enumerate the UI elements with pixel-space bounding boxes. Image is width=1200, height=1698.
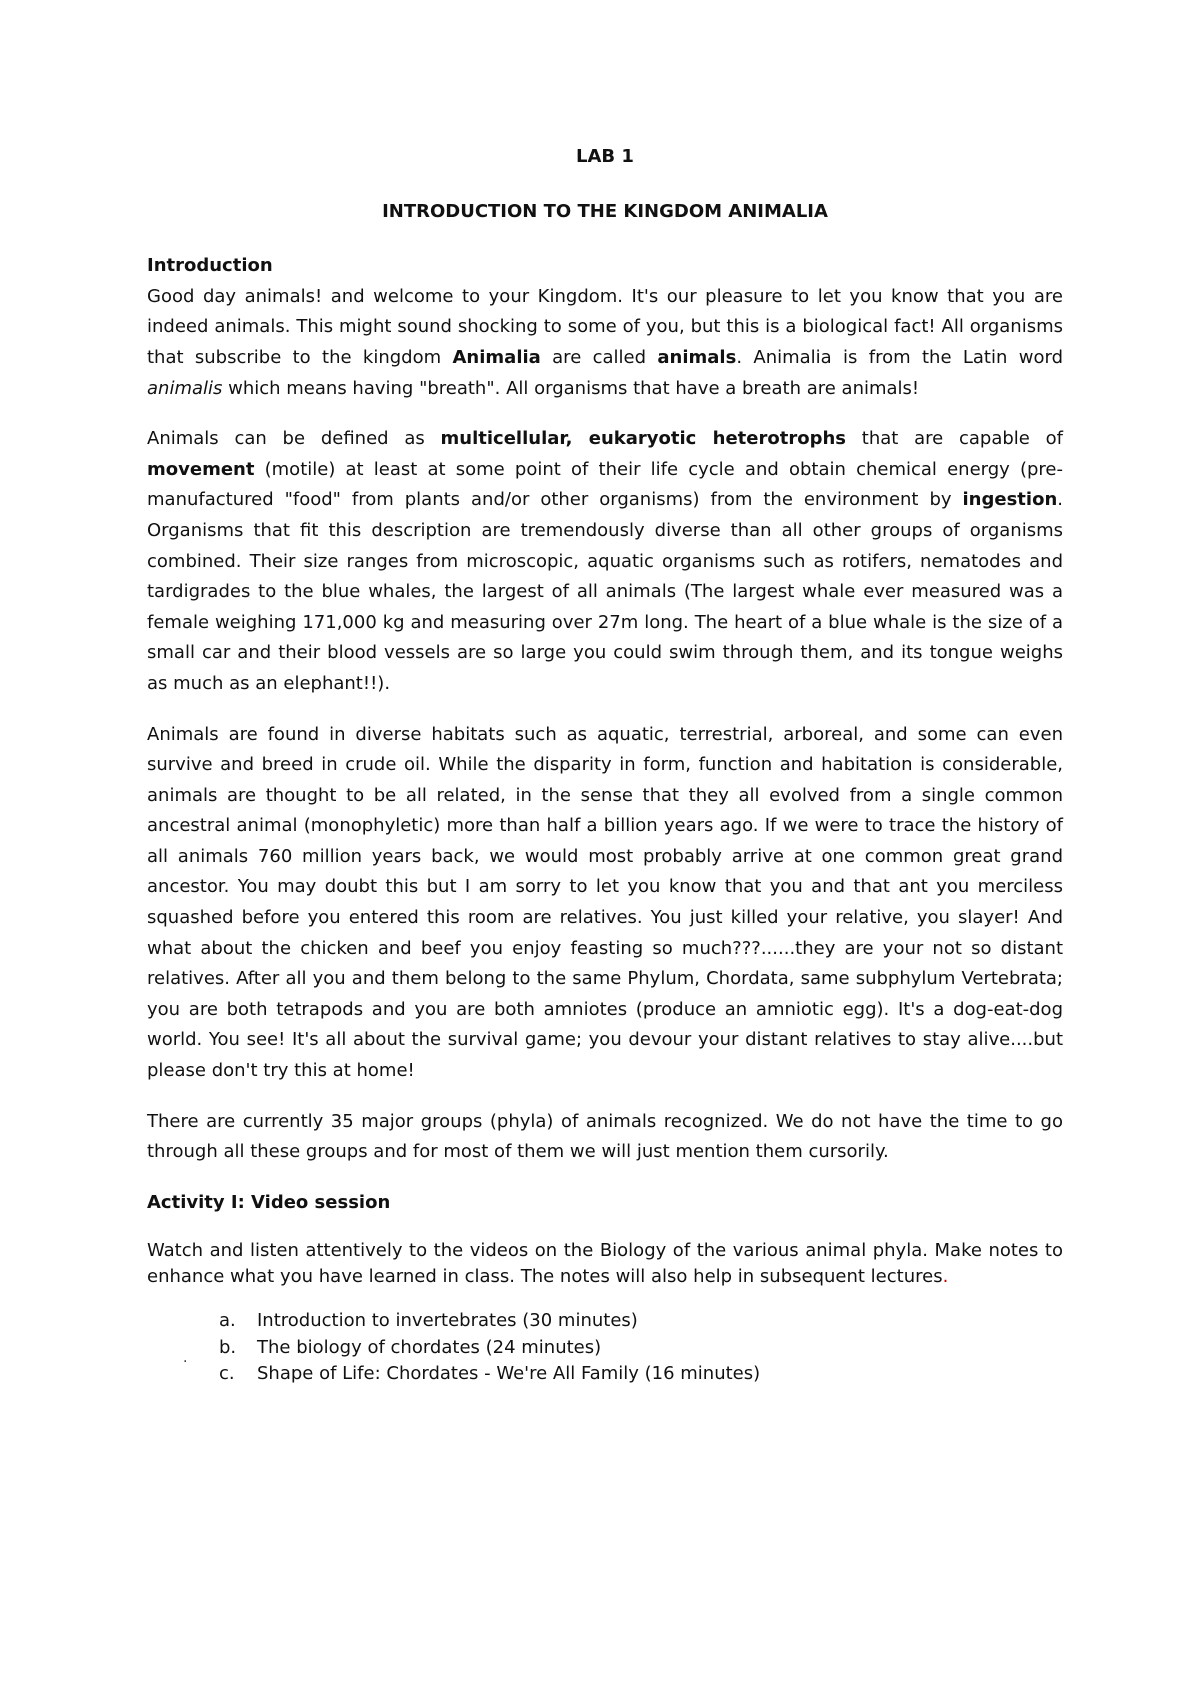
intro-paragraph-1 <box>147 282 1063 404</box>
intro-p2-bold-heterotrophs: multicellular, eukaryotic heterotrophs <box>440 428 846 450</box>
stray-mark: . <box>183 1350 188 1366</box>
intro-p2-text-g: . Organisms that fit this description are tremendously diverse than all other groups of organisms combined. Their size ranges from microscopic, aquatic organisms such as rotifers, nematodes and tardigrades to the blue whales, the largest of all animals (The largest whale ever measured was a female weighing 171,000 kg and measuring over 27m long. The heart of a blue whale is the size of a small car and their blood vessels are so large you could swim through them, and its tongue weighs as much as an elephant!!). <box>147 489 1063 694</box>
lab-label: LAB 1 <box>576 146 634 167</box>
intro-p2-text-e: (motile) at least at some point of their life cycle and obtain chemical energy (pre-manufactured "food" from plants and/or other organisms) from the environment by <box>147 458 1063 511</box>
list-item <box>219 1335 1063 1362</box>
activity-heading: Activity I: Video session <box>147 1191 391 1213</box>
video-title: The biology of chordates (24 minutes) <box>257 1336 602 1358</box>
intro-p2-bold-movement: movement <box>147 458 255 480</box>
intro-paragraph-2 <box>147 424 1063 699</box>
document-content <box>147 142 1063 1388</box>
intro-p2-text-a: Animals can be defined as <box>147 428 441 450</box>
intro-paragraph-3: Animals are found in diverse habitats such as aquatic, terrestrial, arboreal, and some can even survive and breed in crude oil. While the disparity in form, function and habitation is considerable, animals are thought to be all related, in the sense that they all evolved from a single common ancestral animal (monophyletic) more than half a billion years ago. If we were to trace the history of all animals 760 million years back, we would most probably arrive at one common great grand ancestor. You may doubt this but I am sorry to let you know that you and that ant you merciless squashed before you entered this room are relatives. You just killed your relative, you slayer! And what about the chicken and beef you enjoy feasting so much???......they are your not so distant relatives. After all you and them belong to the same Phylum, Chordata, same subphylum Vertebrata; you are both tetrapods and you are both amniotes (produce an amniotic egg). It's a dog-eat-dog world. You see! It's all about the survival game; you devour your distant relatives to stay alive....but please don't try this at home! <box>147 723 1063 1082</box>
page-title: INTRODUCTION TO THE KINGDOM ANIMALIA <box>382 200 828 222</box>
intro-p1-italic-animalis: animalis <box>147 377 223 399</box>
video-title: Shape of Life: Chordates - We're All Family (16 minutes) <box>257 1363 761 1385</box>
intro-p1-bold-animals: animals <box>657 346 737 368</box>
list-marker: b. <box>219 1336 237 1358</box>
intro-p2-bold-ingestion: ingestion <box>962 489 1058 511</box>
introduction-heading: Introduction <box>147 255 273 277</box>
activity-instructions-end: . <box>942 1266 949 1288</box>
video-list <box>147 1308 1063 1388</box>
list-marker: c. <box>219 1363 235 1385</box>
intro-p1-bold-animalia: Animalia <box>452 346 541 368</box>
list-item <box>219 1361 1063 1388</box>
video-title: Introduction to invertebrates (30 minutes) <box>257 1310 638 1332</box>
intro-p1-text-e: . Animalia is from the Latin word <box>736 346 1063 368</box>
intro-p1-text-g: which means having "breath". All organisms that have a breath are animals! <box>222 377 920 399</box>
intro-p1-text-c: are called <box>540 346 658 368</box>
intro-p1-text-a: Good day animals! and welcome to your Kingdom. It's our pleasure to let you know that you are indeed animals. This might sound shocking to some of you, but this is a biological fact! All organisms that subscribe to the kingdom <box>147 285 1063 368</box>
intro-p2-text-c: that are capable of <box>846 428 1063 450</box>
activity-instructions <box>147 1238 1063 1290</box>
intro-paragraph-4: There are currently 35 major groups (phyla) of animals recognized. We do not have the time to go through all these groups and for most of them we will just mention them cursorily. <box>147 1110 1063 1163</box>
list-marker: a. <box>219 1310 236 1332</box>
activity-instructions-text: Watch and listen attentively to the videos on the Biology of the various animal phyla. Make notes to enhance what you have learned in class. The notes will also help in subsequent lectures <box>147 1240 1063 1288</box>
list-item <box>219 1308 1063 1335</box>
